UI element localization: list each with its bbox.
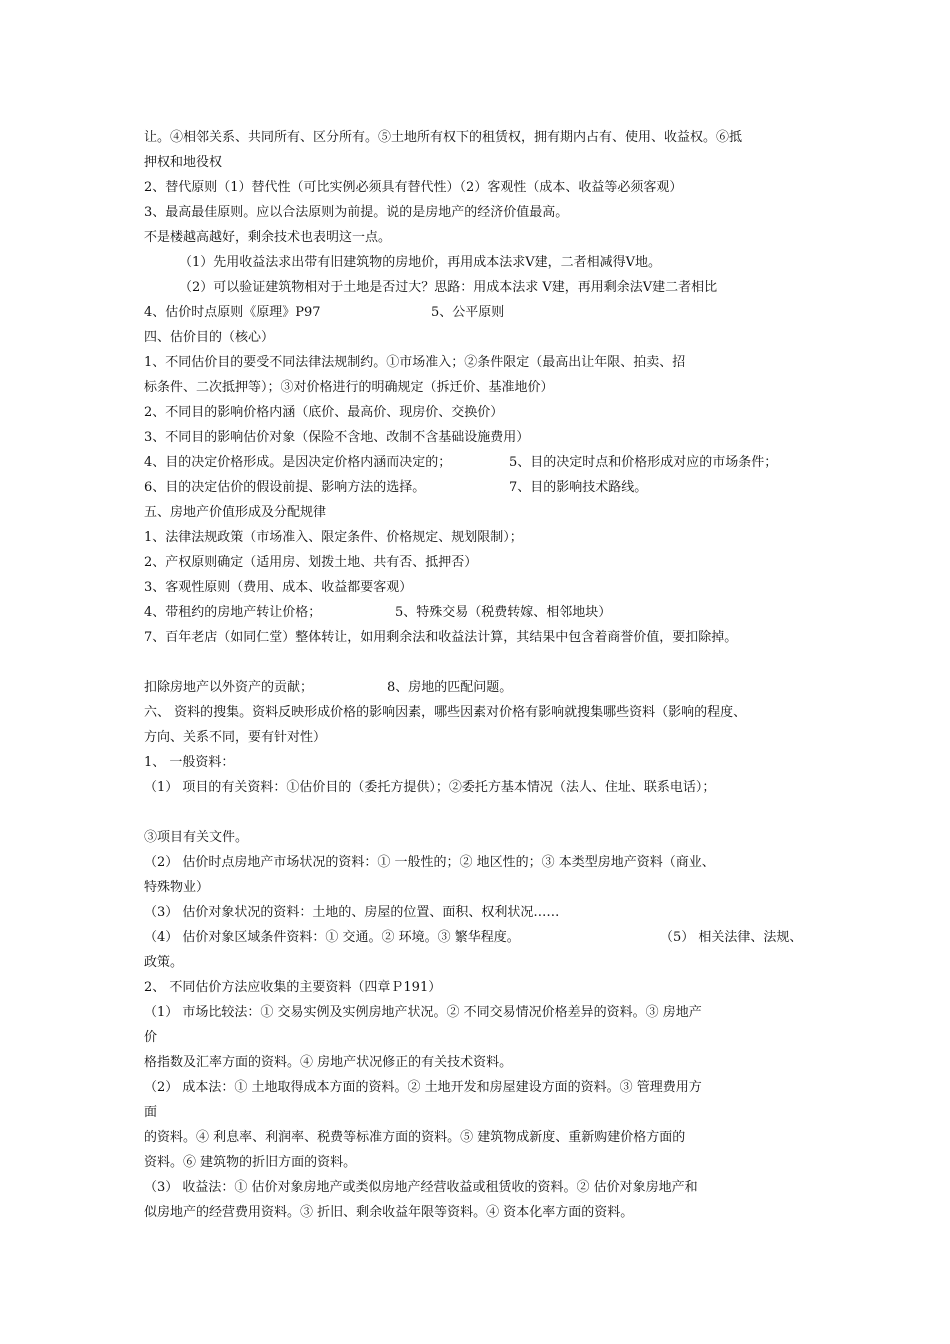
text-line: 7、目的影响技术路线。 [509, 480, 648, 495]
text-line: 1、 一般资料： [144, 755, 235, 770]
text-line: 格指数及汇率方面的资料。④ 房地产状况修正的有关技术资料。 [144, 1055, 513, 1070]
text-line: 价 [144, 1030, 158, 1045]
text-line: 3、不同目的影响估价对象（保险不含地、改制不含基础设施费用） [144, 430, 530, 445]
text-line: 扣除房地产以外资产的贡献； [144, 680, 314, 695]
text-line: 面 [144, 1105, 158, 1120]
text-line: 7、百年老店（如同仁堂）整体转让，如用剩余法和收益法计算，其结果中包含着商誉价值，要扣除掉。 [144, 630, 738, 645]
text-line: （2） 成本法：① 土地取得成本方面的资料。② 土地开发和房屋建设方面的资料。③ 管理费用方 [144, 1080, 702, 1095]
text-line: 5、公平原则 [431, 305, 505, 320]
text-line: 押权和地役权 [144, 155, 223, 170]
text-line: （1） 项目的有关资料：①估价目的（委托方提供）；②委托方基本情况（法人、住址、联系电话）； [144, 780, 716, 795]
text-line: 似房地产的经营费用资料。③ 折旧、剩余收益年限等资料。④ 资本化率方面的资料。 [144, 1205, 634, 1220]
text-line: 特殊物业） [144, 880, 210, 895]
text-line: 1、法律法规政策（市场准入、限定条件、价格规定、规划限制）； [144, 530, 523, 545]
text-line: 2、替代原则（1）替代性（可比实例必须具有替代性）（2）客观性（成本、收益等必须客观） [144, 180, 683, 195]
text-line: 2、产权原则确定（适用房、划拨土地、共有否、抵押否） [144, 555, 478, 570]
text-line: 政策。 [144, 955, 184, 970]
text-line: （2）可以验证建筑物相对于土地是否过大？思路：用成本法求 Ⅴ建，再用剩余法Ⅴ建二者相比 [179, 280, 718, 295]
text-line: 6、目的决定估价的假设前提、影响方法的选择。 [144, 480, 426, 495]
section-heading: 五、房地产价值形成及分配规律 [144, 505, 327, 520]
text-line: （3） 估价对象状况的资料：土地的、房屋的位置、面积、权利状况…… [144, 905, 560, 920]
text-line: 标条件、二次抵押等）；③对价格进行的明确规定（拆迁价、基准地价） [144, 380, 554, 395]
text-line: 让。④相邻关系、共同所有、区分所有。⑤土地所有权下的租赁权，拥有期内占有、使用、收益权。⑥抵 [144, 130, 743, 145]
text-line: 4、估价时点原则《原理》P97 [144, 305, 321, 320]
text-line: 5、特殊交易（税费转嫁、相邻地块） [395, 605, 612, 620]
text-line: 3、最高最佳原则。应以合法原则为前提。说的是房地产的经济价值最高。 [144, 205, 569, 220]
text-line: 5、目的决定时点和价格形成对应的市场条件； [509, 455, 778, 470]
text-line: 3、客观性原则（费用、成本、收益都要客观） [144, 580, 413, 595]
text-line: （5） 相关法律、法规、 [660, 930, 803, 945]
text-line: ③项目有关文件。 [144, 830, 249, 845]
text-line: 的资料。④ 利息率、利润率、税费等标准方面的资料。⑤ 建筑物成新度、重新购建价格方面的 [144, 1130, 686, 1145]
text-line: 方向、关系不同，要有针对性） [144, 730, 327, 745]
text-line: （1） 市场比较法：① 交易实例及实例房地产状况。② 不同交易情况价格差异的资料。③ 房地产 [144, 1005, 702, 1020]
text-line: 资料。⑥ 建筑物的折旧方面的资料。 [144, 1155, 357, 1170]
text-line: （3） 收益法：① 估价对象房地产或类似房地产经营收益或租赁收的资料。② 估价对象房地产和 [144, 1180, 698, 1195]
section-heading: 六、 资料的搜集。资料反映形成价格的影响因素，哪些因素对价格有影响就搜集哪些资料（影响的程度、 [144, 705, 747, 720]
text-line: （1）先用收益法求出带有旧建筑物的房地价，再用成本法求Ⅴ建，二者相减得Ⅴ地。 [179, 255, 662, 270]
text-line: 4、带租约的房地产转让价格； [144, 605, 322, 620]
text-line: 4、目的决定价格形成。是因决定价格内涵而决定的； [144, 455, 452, 470]
section-heading: 四、估价目的（核心） [144, 330, 275, 345]
text-line: （2） 估价时点房地产市场状况的资料：① 一般性的；② 地区性的；③ 本类型房地产资料（商业、 [144, 855, 715, 870]
text-line: 不是楼越高越好，剩余技术也表明这一点。 [144, 230, 392, 245]
text-line: 8、房地的匹配问题。 [387, 680, 513, 695]
text-line: （4） 估价对象区域条件资料：① 交通。② 环境。③ 繁华程度。 [144, 930, 520, 945]
text-line: 1、不同估价目的要受不同法律法规制约。①市场准入；②条件限定（最高出让年限、拍卖、招 [144, 355, 686, 370]
text-line: 2、不同目的影响价格内涵（底价、最高价、现房价、交换价） [144, 405, 504, 420]
text-line: 2、 不同估价方法应收集的主要资料（四章Ｐ191） [144, 980, 442, 995]
